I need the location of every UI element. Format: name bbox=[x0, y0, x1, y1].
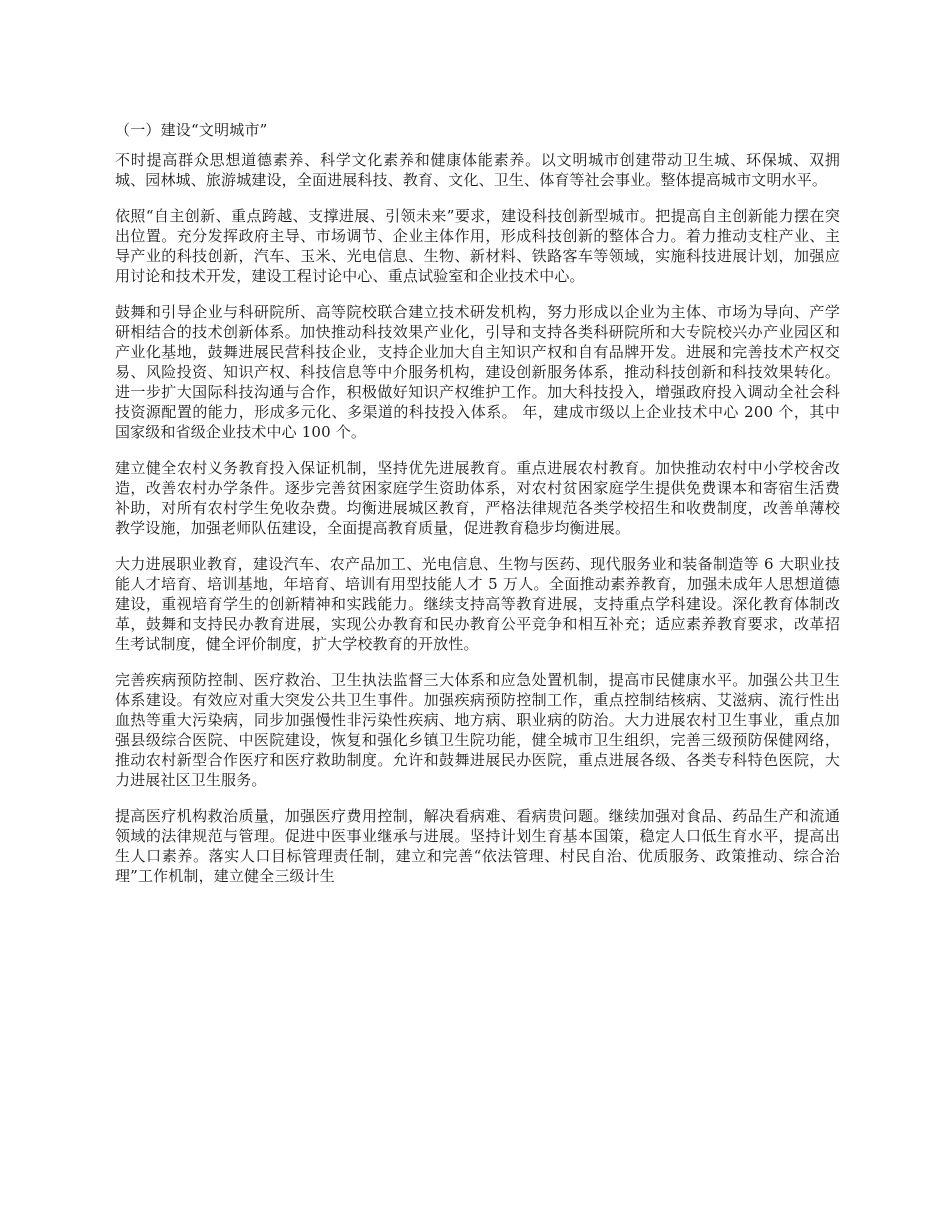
paragraph-rural-education: 建立健全农村义务教育投入保证机制，坚持优先进展教育。重点进展农村教育。加快推动农村中小学校舍改造，改善农村办学条件。逐步完善贫困家庭学生资助体系，对农村贫困家庭学生提供免费课本和寄宿生活费补助，对所有农村学生免收杂费。均衡进展城区教育，严格法律规范各类学校招生和收费制度，改善单薄校教学设施，加强老师队伍建设，全面提高教育质量，促进教育稳步均衡进展。 bbox=[115, 459, 840, 537]
document-page bbox=[115, 120, 840, 902]
paragraph-vocational-education: 大力进展职业教育，建设汽车、农产品加工、光电信息、生物与医药、现代服务业和装备制造等 6 大职业技能人才培育、培训基地，年培育、培训有用型技能人才 5 万人。全面推动素养教育，加强未成年人思想道德建设，重视培育学生的创新精神和实践能力。继续支持高等教育进展，支持重点学科建设。深化教育体制改革，鼓舞和支持民办教育进展，实现公办教育和民办教育公平竞争和相互补充；适应素养教育要求，改革招生考试制度，健全评价制度，扩大学校教育的开放性。 bbox=[115, 555, 840, 653]
paragraph-disease-prevention: 完善疾病预防控制、医疗救治、卫生执法监督三大体系和应急处置机制，提高市民健康水平。加强公共卫生体系建设。有效应对重大突发公共卫生事件。加强疾病预防控制工作，重点控制结核病、艾滋病、流行性出血热等重大污染病，同步加强慢性非污染性疾病、地方病、职业病的防治。大力进展农村卫生事业，重点加强县级综合医院、中医院建设，恢复和强化乡镇卫生院功能，健全城市卫生组织，完善三级预防保健网络，推动农村新型合作医疗和医疗救助制度。允许和鼓舞进展民办医院，重点进展各级、各类专科特色医院，大力进展社区卫生服务。 bbox=[115, 671, 840, 789]
section-heading: （一）建设“文明城市” bbox=[115, 121, 268, 139]
paragraph-medical-quality: 提高医疗机构救治质量，加强医疗费用控制，解决看病难、看病贵问题。继续加强对食品、药品生产和流通领域的法律规范与管理。促进中医事业继承与进展。坚持计划生育基本国策，稳定人口低生育水平，提高出生人口素养。落实人口目标管理责任制，建立和完善“依法管理、村民自治、优质服务、政策推动、综合治理”工作机制，建立健全三级计生 bbox=[115, 807, 840, 885]
paragraph-tech-innovation-system: 鼓舞和引导企业与科研院所、高等院校联合建立技术研发机构，努力形成以企业为主体、市场为导向、产学研相结合的技术创新体系。加快推动科技效果产业化，引导和支持各类科研院所和大专院校兴办产业园区和产业化基地，鼓舞进展民营科技企业，支持企业加大自主知识产权和自有品牌开发。进展和完善技术产权交易、风险投资、知识产权、科技信息等中介服务机构，建设创新服务体系，推动科技创新和科技效果转化。进一步扩大国际科技沟通与合作，积极做好知识产权维护工作。加大科技投入，增强政府投入调动全社会科技资源配置的能力，形成多元化、多渠道的科技投入体系。 年，建成市级以上企业技术中心 200 个，其中国家级和省级企业技术中心 100 个。 bbox=[115, 303, 840, 441]
paragraph-innovation-city: 依照“自主创新、重点跨越、支撑进展、引领未来”要求，建设科技创新型城市。把提高自主创新能力摆在突出位置。充分发挥政府主导、市场调节、企业主体作用，形成科技创新的整体合力。着力推动支柱产业、主导产业的科技创新，汽车、玉米、光电信息、生物、新材料、铁路客车等领域，实施科技进展计划，加强应用讨论和技术开发，建设工程讨论中心、重点试验室和企业技术中心。 bbox=[115, 207, 840, 285]
paragraph-civilized-city: 不时提高群众思想道德素养、科学文化素养和健康体能素养。以文明城市创建带动卫生城、环保城、双拥城、园林城、旅游城建设，全面进展科技、教育、文化、卫生、体育等社会事业。整体提高城市文明水平。 bbox=[115, 151, 840, 189]
